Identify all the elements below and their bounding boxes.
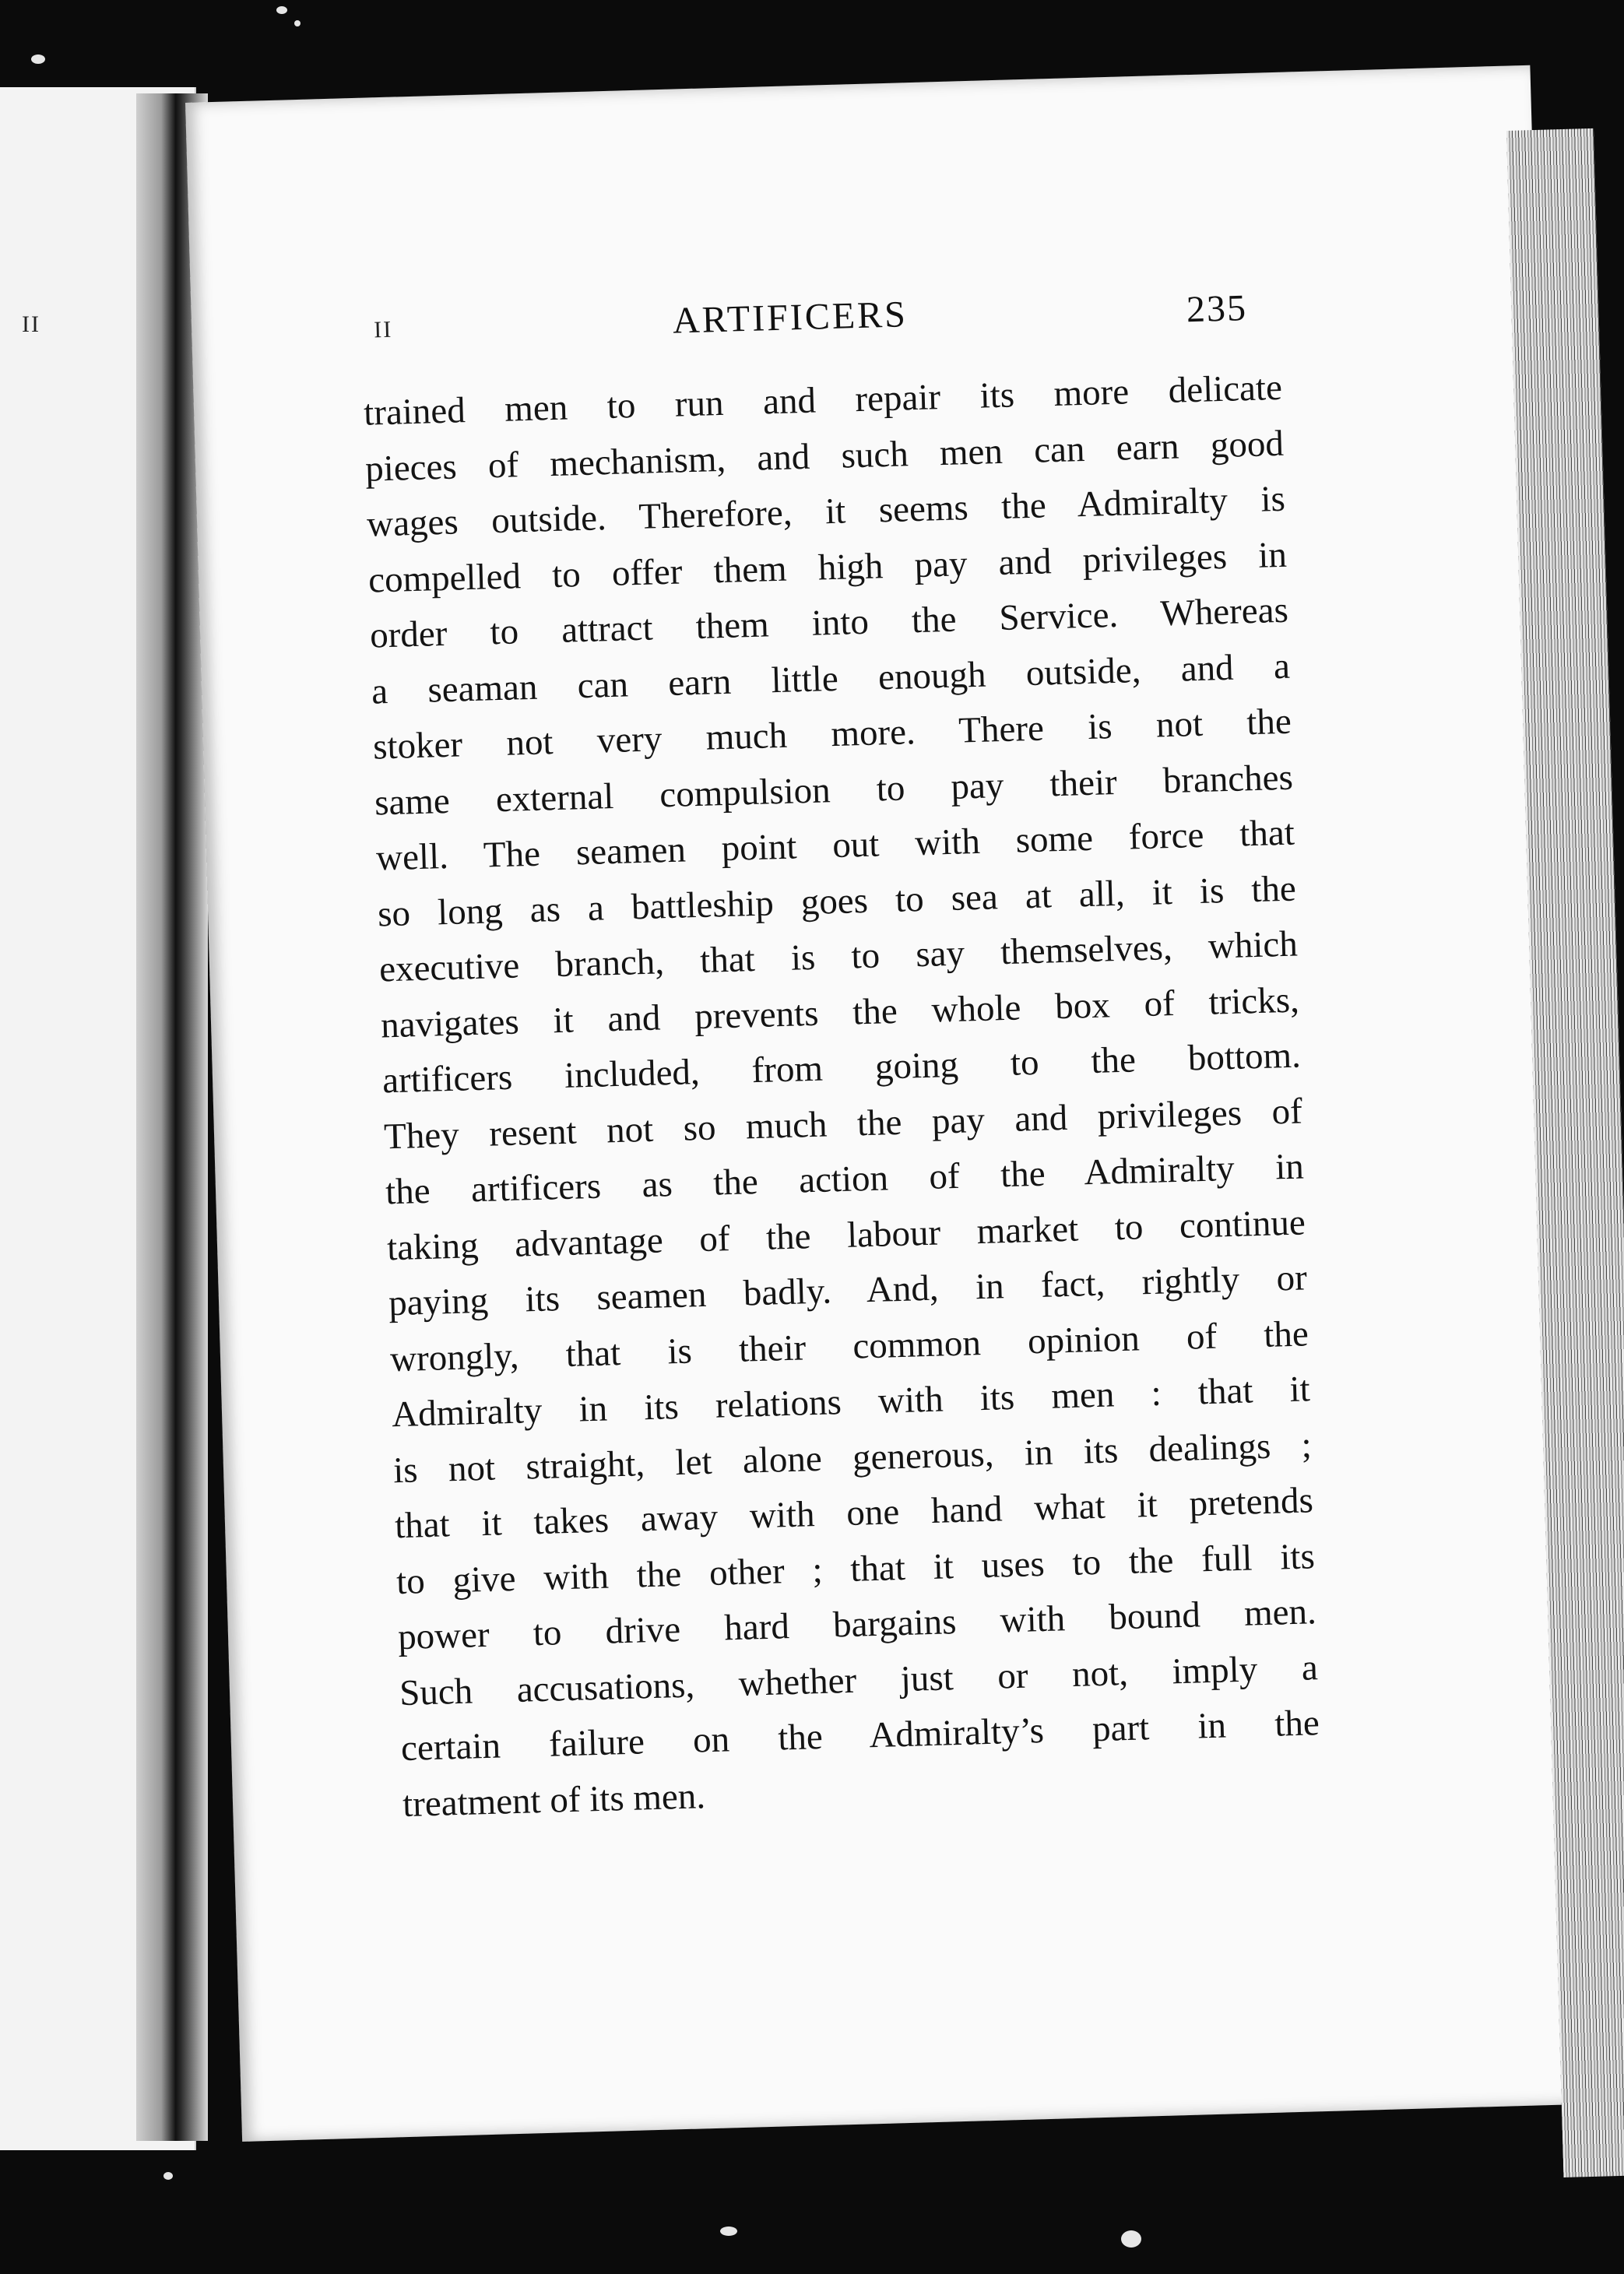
dust-speck [31,54,45,64]
text-line: navigates it and prevents the whole box of tricks, [380,979,1300,1046]
text-line: trained men to run and repair its more delicate [363,367,1283,434]
text-line: treatment of its men. [402,1775,706,1825]
text-line: paying its seamen badly. And, in fact, rightly or [388,1257,1308,1324]
dust-speck [163,2172,173,2180]
page-body-text [363,360,1321,1833]
text-line: is not straight, let alone generous, in its dealings ; [392,1424,1313,1491]
text-line: Such accusations, whether just or not, imply a [399,1647,1319,1713]
text-line: that it takes away with one hand what it pretends [394,1480,1314,1547]
text-line: to give with the other ; that it uses to the full its [395,1535,1316,1602]
text-line: They resent not so much the pay and privileges of [383,1090,1303,1157]
page-header [192,276,1538,360]
text-line: Admiralty in its relations with its men : that it [391,1369,1311,1436]
text-line: the artificers as the action of the Admiralty in [385,1146,1305,1213]
running-title: ARTIFICERS [672,293,909,342]
text-line: artificers included, from going to the bottom. [381,1035,1302,1102]
text-line: executive branch, that is to say themselves, which [378,923,1299,990]
page-number: 235 [1186,287,1248,331]
text-line: wrongly, that is their common opinion of the [389,1313,1309,1380]
dust-speck [1121,2230,1141,2248]
text-line: certain failure on the Admiralty’s part in the [400,1703,1320,1770]
text-line: well. The seamen point out with some force that [375,812,1295,879]
section-mark: II [373,316,393,343]
text-line: compelled to offer them high pay and privileges in [367,534,1288,601]
text-line: same external compulsion to pay their branches [374,757,1294,824]
dust-speck [276,6,287,14]
text-line: a seaman can earn little enough outside, and a [371,645,1291,712]
text-line: power to drive hard bargains with bound men. [397,1591,1317,1658]
text-line: so long as a battleship goes to sea at all, it is the [377,868,1297,934]
text-line: order to attract them into the Service. Whereas [369,589,1289,656]
book-page [185,65,1587,2142]
text-line: stoker not very much more. There is not the [372,701,1292,768]
text-line: wages outside. Therefore, it seems the Admiralty is [366,478,1286,545]
dust-speck [720,2227,737,2236]
previous-page-section-mark: II [22,311,40,337]
dust-speck [294,20,301,26]
text-line: taking advantage of the labour market to continue [386,1201,1306,1268]
text-line: pieces of mechanism, and such men can earn good [364,423,1285,490]
